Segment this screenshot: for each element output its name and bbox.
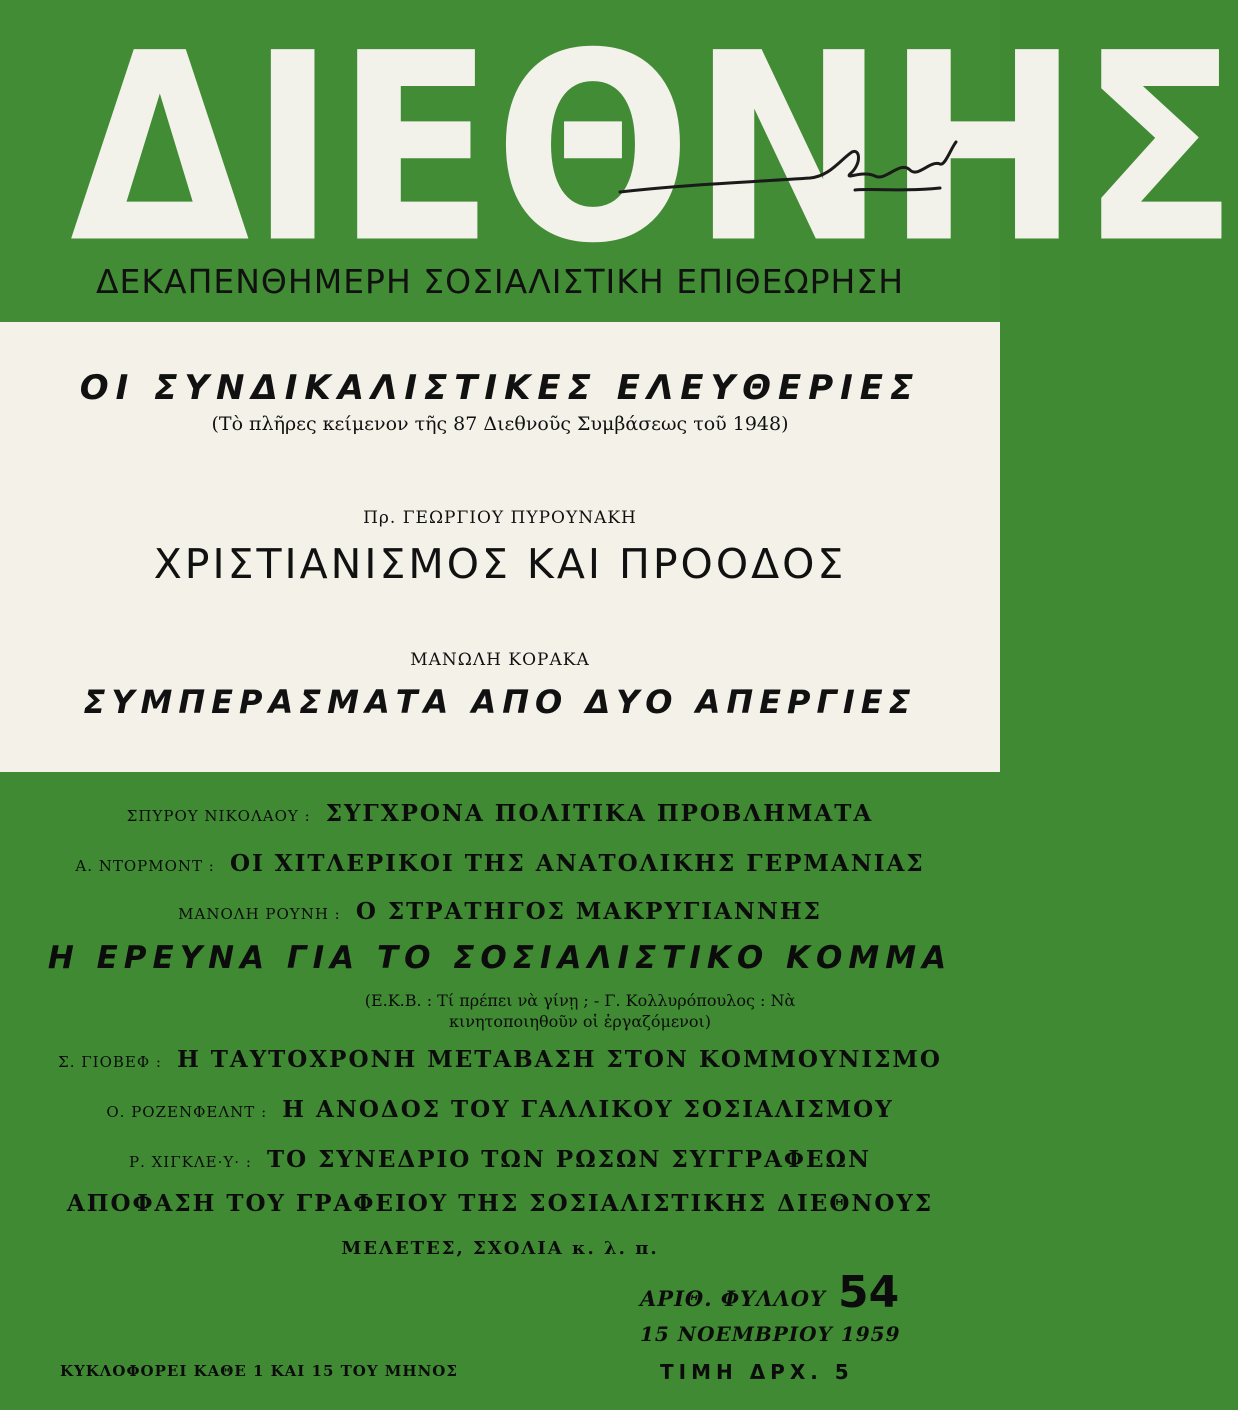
contents-title: ΤΟ ΣΥΝΕΔΡΙΟ ΤΩΝ ΡΩΣΩΝ ΣΥΓΓΡΑΦΕΩΝ xyxy=(266,1146,871,1173)
contents-misc-text: ΜΕΛΕΤΕΣ, ΣΧΟΛΙΑ κ. λ. π. xyxy=(341,1238,659,1259)
issue-date: 15 ΝΟΕΜΒΡΙΟΥ 1959 xyxy=(640,1322,901,1346)
masthead-letter: Ν xyxy=(691,0,886,300)
feature-3-title: ΣΥΜΠΕΡΑΣΜΑΤΑ ΑΠΟ ΔΥΟ ΑΠΕΡΓΙΕΣ xyxy=(83,683,917,721)
feature-2-title: ΧΡΙΣΤΙΑΝΙΣΜΟΣ ΚΑΙ ΠΡΟΟΔΟΣ xyxy=(153,540,847,588)
contents-author: Ο. ΡΟΖΕΝΦΕΛΝΤ : xyxy=(106,1103,268,1121)
masthead-letter: Σ xyxy=(1079,0,1238,300)
contents-item xyxy=(40,1096,960,1123)
feature-3-author: ΜΑΝΩΛΗ ΚΟΡΑΚΑ xyxy=(410,650,590,670)
contents-misc xyxy=(40,1238,960,1259)
masthead-letter: Η xyxy=(885,0,1080,300)
contents-author: Α. ΝΤΟΡΜΟΝΤ : xyxy=(75,857,215,875)
contents-author: Σ. ΓΙΟΒΕΦ : xyxy=(58,1053,162,1071)
contents-item xyxy=(40,1190,960,1217)
price: ΤΙΜΗ ΔΡΧ. 5 xyxy=(660,1360,854,1384)
contents-item xyxy=(40,800,960,827)
survey-note: (Ε.Κ.Β. : Τί πρέπει νὰ γίνῃ ; - Γ. Κολλυρόπουλος : Νὰ κινητοποιηθοῦν οἱ ἐργαζόμενοι) xyxy=(364,991,796,1031)
contents-title: Η ΑΝΟΔΟΣ ΤΟΥ ΓΑΛΛΙΚΟΥ ΣΟΣΙΑΛΙΣΜΟΥ xyxy=(282,1096,894,1123)
circulation-note: ΚΥΚΛΟΦΟΡΕΙ ΚΑΘΕ 1 ΚΑΙ 15 ΤΟΥ ΜΗΝΟΣ xyxy=(60,1362,458,1380)
issue-label: ΑΡΙΘ. ΦΥΛΛΟΥ xyxy=(640,1286,826,1311)
contents-item xyxy=(40,1046,960,1073)
contents-author: ΣΠΥΡΟΥ ΝΙΚΟΛΑΟΥ : xyxy=(126,807,311,825)
contents-title: ΑΠΟΦΑΣΗ ΤΟΥ ΓΡΑΦΕΙΟΥ ΤΗΣ ΣΟΣΙΑΛΙΣΤΙΚΗΣ ΔΙΕΘΝΟΥΣ xyxy=(66,1190,934,1217)
issue-number: 54 xyxy=(838,1267,900,1318)
contents-title: ΟΙ ΧΙΤΛΕΡΙΚΟΙ ΤΗΣ ΑΝΑΤΟΛΙΚΗΣ ΓΕΡΜΑΝΙΑΣ xyxy=(229,850,925,877)
contents-author: Ρ. ΧΙΓΚΛΕ·Υ· : xyxy=(128,1153,252,1171)
contents-item xyxy=(40,898,960,925)
contents-item xyxy=(40,1146,960,1173)
feature-1-title: ΟΙ ΣΥΝΔΙΚΑΛΙΣΤΙΚΕΣ ΕΛΕΥΘΕΡΙΕΣ xyxy=(79,368,921,408)
masthead-letter: Ι xyxy=(249,0,336,300)
contents-title: Ο ΣΤΡΑΤΗΓΟΣ ΜΑΚΡΥΓΙΑΝΝΗΣ xyxy=(355,898,822,925)
handwritten-signature xyxy=(600,130,980,220)
contents-author: ΜΑΝΟΛΗ ΡΟΥΝΗ : xyxy=(178,905,341,923)
survey-title: Η ΕΡΕΥΝΑ ΓΙΑ ΤΟ ΣΟΣΙΑΛΙΣΤΙΚΟ ΚΟΜΜΑ xyxy=(47,940,953,976)
contents-title: ΣΥΓΧΡΟΝΑ ΠΟΛΙΤΙΚΑ ΠΡΟΒΛΗΜΑΤΑ xyxy=(325,800,874,827)
masthead-letter: Θ xyxy=(494,0,692,300)
masthead-subtitle: ΔΕΚΑΠΕΝΘΗΜΕΡΗ ΣΟΣΙΑΛΙΣΤΙΚΗ ΕΠΙΘΕΩΡΗΣΗ xyxy=(95,262,905,301)
contents-item xyxy=(40,850,960,877)
feature-1-note: (Τὸ πλῆρες κείμενον τῆς 87 Διεθνοῦς Συμβάσεως τοῦ 1948) xyxy=(211,413,789,435)
feature-2-author: Πρ. ΓΕΩΡΓΙΟΥ ΠΥΡΟΥΝΑΚΗ xyxy=(363,508,637,528)
masthead-letter: Ε xyxy=(335,0,495,300)
contents-title: Η ΤΑΥΤΟΧΡΟΝΗ ΜΕΤΑΒΑΣΗ ΣΤΟΝ ΚΟΜΜΟΥΝΙΣΜΟ xyxy=(177,1046,942,1073)
masthead-letter: Δ xyxy=(70,0,250,300)
